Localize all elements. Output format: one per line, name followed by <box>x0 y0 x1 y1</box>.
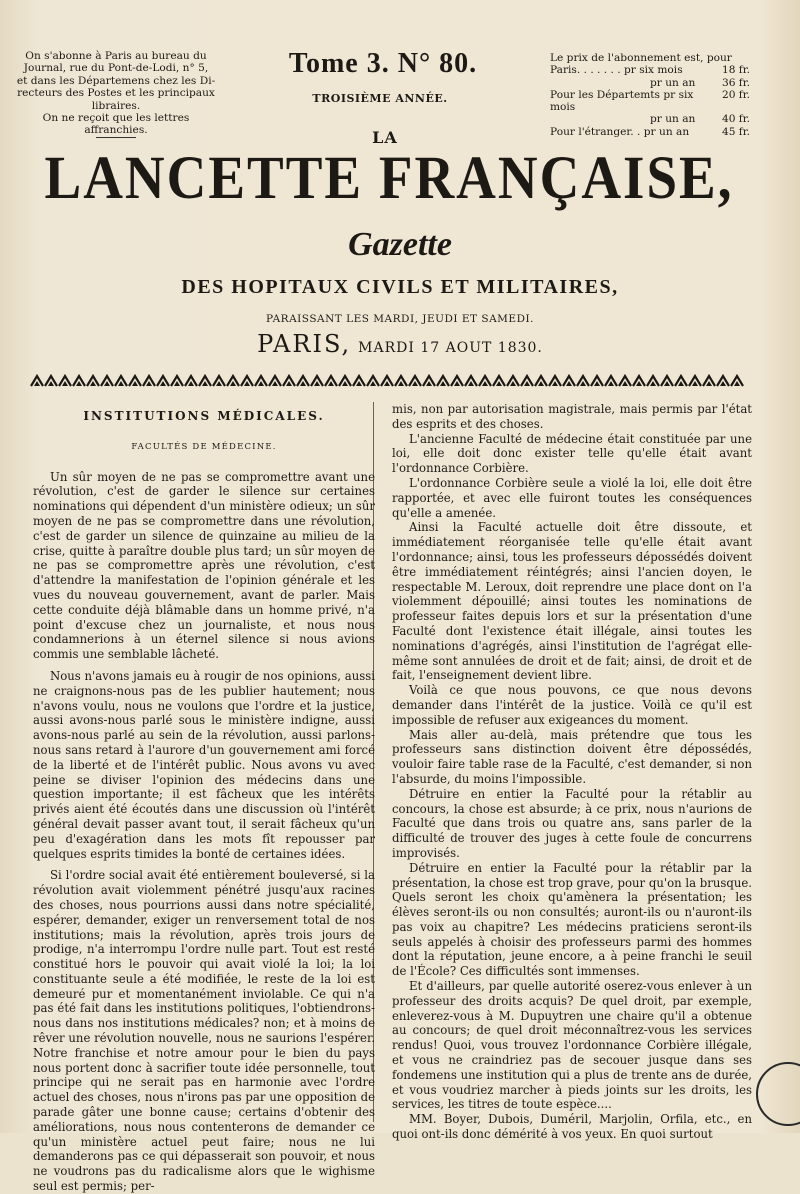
volume-number: Tome 3. N° 80. <box>288 48 478 79</box>
price-row <box>550 126 750 138</box>
article-paragraph: Détruire en entier la Faculté pour la rétablir au concours, la chose est absurde; à ce prix, nous n'aurions de Faculté que dans trois ou quatre ans, sans parler de la difficulté de trouver des juges à cette foule de concurrens improvisés. <box>392 786 752 860</box>
article-paragraph: Nous n'avons jamais eu à rougir de nos opinions, aussi ne craignons-nous pas de les publier hautement; nous n'avons voulu, nous ne voulons que l'ordre et la justice, aussi avons-nous parlé sous le ministère indigne, aussi avons-nous parlé au sein de la révolution, aussi parlons-nous sans retard à l'aurore d'un gouvernement ami forcé de la liberté et de l'intérêt public. Nous avons vu avec peine se diviser l'opinion des médecins dans une question importante; il est fâcheux que les intérêts privés aient été écoutés dans une discussion où l'intérêt général devait passer avant tout, il serait fâcheux qu'un peu d'exagération dans les mots fît repousser par quelques esprits timides la bonté de certaines idées. <box>33 668 375 861</box>
subscription-line: libraires. <box>91 99 141 112</box>
price-label: Pour les Départemts pr six mois <box>550 88 694 114</box>
article-paragraph: L'ancienne Faculté de médecine était constituée par une loi, elle doit donc exister telle qu'elle était avant l'ordonnance Corbière. <box>392 431 752 476</box>
price-row <box>550 52 750 64</box>
article-paragraph: Mais aller au-delà, mais prétendre que tous les professeurs sans distinction doivent être dépossédés, vouloir faire table rase de la Faculté, c'est demander, si non l'absurde, du moins l'impossible. <box>392 727 752 786</box>
divider <box>96 137 136 138</box>
price-label: Pour l'étranger. . pr un an <box>550 125 690 138</box>
article-column-left <box>33 409 375 1194</box>
price-value: 40 fr. <box>721 113 750 126</box>
price-row <box>550 89 750 114</box>
article-paragraph: mis, non par autorisation magistrale, mais permis par l'état des esprits et des choses. <box>392 402 752 431</box>
price-value: 18 fr. <box>721 64 750 77</box>
dateline-date: MARDI 17 AOUT 1830. <box>358 340 543 356</box>
subscription-line: et dans les Départemens chez les Di- <box>16 74 216 87</box>
gazette-heading: Gazette <box>348 226 452 263</box>
masthead-title: LANCETTE FRANÇAISE, <box>44 143 734 212</box>
masthead-subtitle: DES HOPITAUX CIVILS ET MILITAIRES, <box>181 276 619 298</box>
article-subtitle: FACULTÉS DE MÉDECINE. <box>131 441 277 452</box>
article-paragraph: Détruire en entier la Faculté pour la rétablir par la présentation, la chose est trop grave, pour qu'on la brusque. Quels seront les choix qu'amènera la présentation; les élèves seront-ils ou non consultés; auront-ils ou n'auront-ils pas voix au chapitre? Les médecins praticiens seront-ils seuls appelés à choisir des professeurs parmi des hommes dont la réputation, jeune encore, a à peine franchi le seuil de l'École? Ces difficultés sont immenses. <box>392 860 753 979</box>
article-title: INSTITUTIONS MÉDICALES. <box>83 409 325 423</box>
price-value: 36 fr. <box>721 76 750 89</box>
price-row <box>550 113 750 125</box>
price-label: Paris. . . . . . . pr six mois <box>550 64 683 77</box>
price-value: 20 fr. <box>721 88 750 101</box>
price-value: 45 fr. <box>721 125 750 138</box>
subscription-line: On ne reçoit que les lettres affranchies. <box>42 112 190 137</box>
dateline-city: PARIS, <box>257 330 352 358</box>
price-row <box>550 77 750 89</box>
subscription-line: recteurs des Postes et les principaux <box>17 87 215 100</box>
ornament-border <box>30 374 744 388</box>
price-label: pr un an <box>650 113 696 126</box>
article-paragraph: Voilà ce que nous pouvons, ce que nous devons demander dans l'intérêt de la justice. Voilà ce qu'il est impossible de refuser aux exigeances du moment. <box>392 683 752 727</box>
price-label: pr un an <box>650 76 696 89</box>
subscription-line: Journal, rue du Pont-de-Lodi, n° 5, <box>23 62 209 75</box>
article-column-right <box>392 402 752 1142</box>
subscription-line: On s'abonne à Paris au bureau du <box>25 50 207 62</box>
article-paragraph: Ainsi la Faculté actuelle doit être dissoute, et immédiatement réorganisée telle qu'elle était avant l'ordonnance; ainsi, tous les professeurs dépossédés doivent être immédiatement réintégrés; ainsi l'ancien doyen, le respectable M. Leroux, doit reprendre une place dont on l'a violemment dépouillé; ainsi toutes les nominations de professeur faites depuis lors et sur la présentation d'une Faculté dont l'existence était illégale, ainsi toutes les nominations d'agrégés, ainsi l'institution de l'agrégat elle-même sont annulées de droit et de fait; ainsi, de droit et de fait, l'enseignement devient libre. <box>392 520 752 683</box>
article-paragraph: Si l'ordre social avait été entièrement bouleversé, si la révolution avait violemment pénétré jusqu'aux racines des choses, nous pourrions aussi dans notre spécialité, espérer, demander, exiger un renversement total de nos institutions; mais la révolution, après trois jours de prodige, n'a interrompu l'ordre nulle part. Tout est resté constitué hors le pouvoir qui avait violé la loi; la loi constituante seule a été modifiée, le reste de la loi est demeuré pur et momentanément inviolable. Ce qui n'a pas été fait dans les institutions politiques, l'obtiendrons-nous dans nos institutions médicales? non; et à moins de rêver une révolution nouvelle, nous ne saurions l'espérer. Notre franchise et notre amour pour le bien du pays nous portent donc à sacrifier toute idée personnelle, tout principe qui ne serait pas en harmonie avec l'ordre actuel des choses, nous n'irons pas par une opposition de parade gâter une bonne cause; certains d'obtenir des améliorations, nous nous contenterons de demander ce qu'un ministère actuel peut faire; nous ne lui demanderons pas ce qui dépasserait son pouvoir, et nous ne voudrons pas du radicalisme alors que le wighisme seul est permis; per- <box>33 868 375 1194</box>
masthead-article: LA <box>372 128 398 147</box>
subscription-info <box>16 50 216 138</box>
price-label: Le prix de l'abonnement est, pour <box>550 52 732 64</box>
article-paragraph: L'ordonnance Corbière seule a violé la loi, elle doit être rapportée, et avec elle fuiront toutes les conséquences qu'elle a amenée. <box>392 475 752 520</box>
price-row <box>550 64 750 76</box>
dateline <box>180 330 620 358</box>
article-paragraph: Et d'ailleurs, par quelle autorité oserez-vous enlever à un professeur des droits acquis? De quel droit, par exemple, enleverez-vous à M. Dupuytren une chaire qu'il a obtenue au concours; de quel droit méconnaîtrez-vous les services rendus! Quoi, vous trouvez l'ordonnance Corbière illégale, et vous ne craindriez pas de secouer jusque dans ses fondemens une institution qui a plus de trente ans de durée, et vous voudriez marcher à pieds joints sur les droits, les services, les titres de toute espèce.... <box>392 979 752 1112</box>
article-paragraph: MM. Boyer, Dubois, Duméril, Marjolin, Orfila, etc., en quoi ont-ils donc démérité à vos yeux. En quoi surtout <box>392 1112 752 1142</box>
year-label: TROISIÈME ANNÉE. <box>312 92 448 105</box>
library-stamp <box>756 1062 800 1126</box>
article-paragraph: Un sûr moyen de ne pas se compromettre avant une révolution, c'est de garder le silence sur certaines nominations qui dépendent d'un ministère odieux; un sûr moyen de ne pas se compromettre dans une révolution, c'est de garder un silence de quinzaine au milieu de la crise, quitte à paraître double plus tard; un sûr moyen de ne pas se compromettre après une révolution, c'est d'attendre la manifestation de l'opinion générale et les vues du nouveau gouvernement, avant de parler. Mais cette conduite déjà blâmable dans un homme privé, n'a point d'excuse chez un journaliste, et nous nous condamnerions à un éternel silence si nous avions commis une semblable lâcheté. <box>33 469 375 662</box>
price-info <box>550 52 750 138</box>
publication-days: PARAISSANT LES MARDI, JEUDI ET SAMEDI. <box>265 313 534 325</box>
